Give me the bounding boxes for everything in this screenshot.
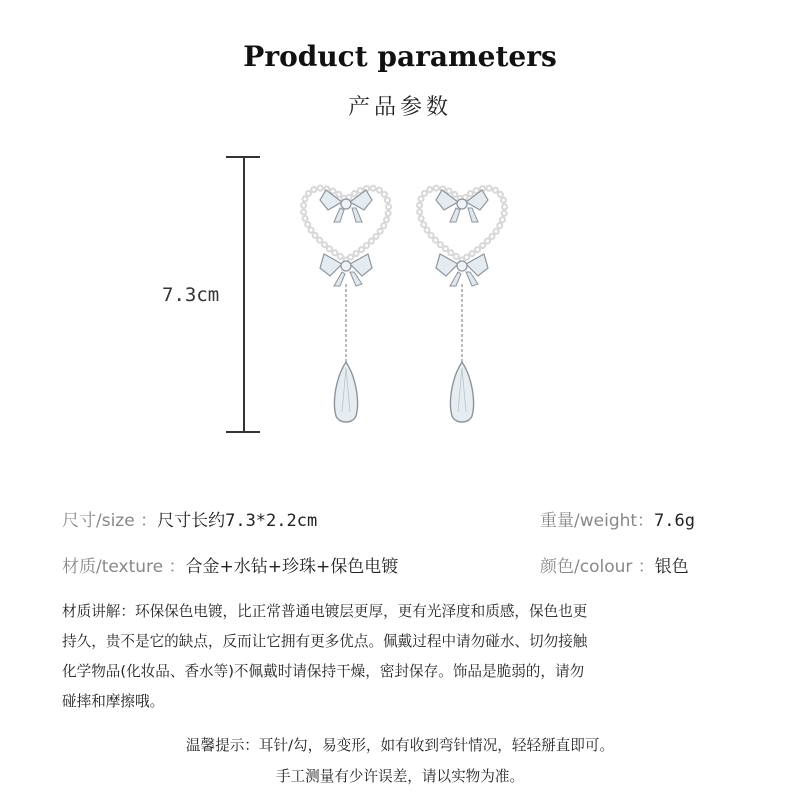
description-line: 持久，贵不是它的缺点，反而让它拥有更多优点。佩戴过程中请勿碰水、切勿接触: [62, 633, 588, 650]
spec-size-value: 尺寸长约7.3*2.2cm: [157, 511, 318, 531]
spec-weight: [540, 506, 695, 531]
spec-colour-value: 银色: [654, 557, 689, 577]
ruler-top-cap: [226, 156, 260, 158]
material-description: [62, 597, 752, 717]
tip-line-1: 温馨提示：耳针/勾，易变形，如有收到弯针情况，轻轻掰直即可。: [185, 737, 615, 754]
spec-material-key: 材质/texture ：: [62, 557, 186, 577]
spec-material-value: 合金+水钻+珍珠+保色电镀: [185, 557, 399, 577]
spec-colour: [540, 552, 689, 577]
description-line: 碰摔和摩擦哦。: [62, 693, 165, 710]
ruler-bottom-cap: [226, 431, 260, 433]
earring-left-image: [296, 172, 396, 432]
description-line: 材质讲解：环保保色电镀，比正常普通电镀层更厚，更有光泽度和质感，保色也更: [62, 603, 588, 620]
ruler-line: [243, 157, 245, 432]
spec-size: [62, 506, 317, 531]
page-subtitle: 产品参数: [347, 95, 452, 120]
spec-colour-key: 颜色/colour ：: [540, 557, 655, 577]
tip-line-2: 手工测量有少许误差，请以实物为准。: [275, 768, 525, 785]
description-line: 化学物品(化妆品、香水等)不佩戴时请保持干燥，密封保存。饰品是脆弱的，请勿: [62, 663, 585, 680]
spec-weight-value: 7.6g: [654, 511, 695, 531]
spec-material: [62, 552, 398, 577]
spec-size-key: 尺寸/size ：: [62, 511, 158, 531]
page-title: Product parameters: [243, 40, 557, 73]
earring-right-image: [412, 172, 512, 432]
ruler-label: 7.3cm: [162, 284, 220, 306]
spec-weight-key: 重量/weight：: [540, 511, 655, 531]
